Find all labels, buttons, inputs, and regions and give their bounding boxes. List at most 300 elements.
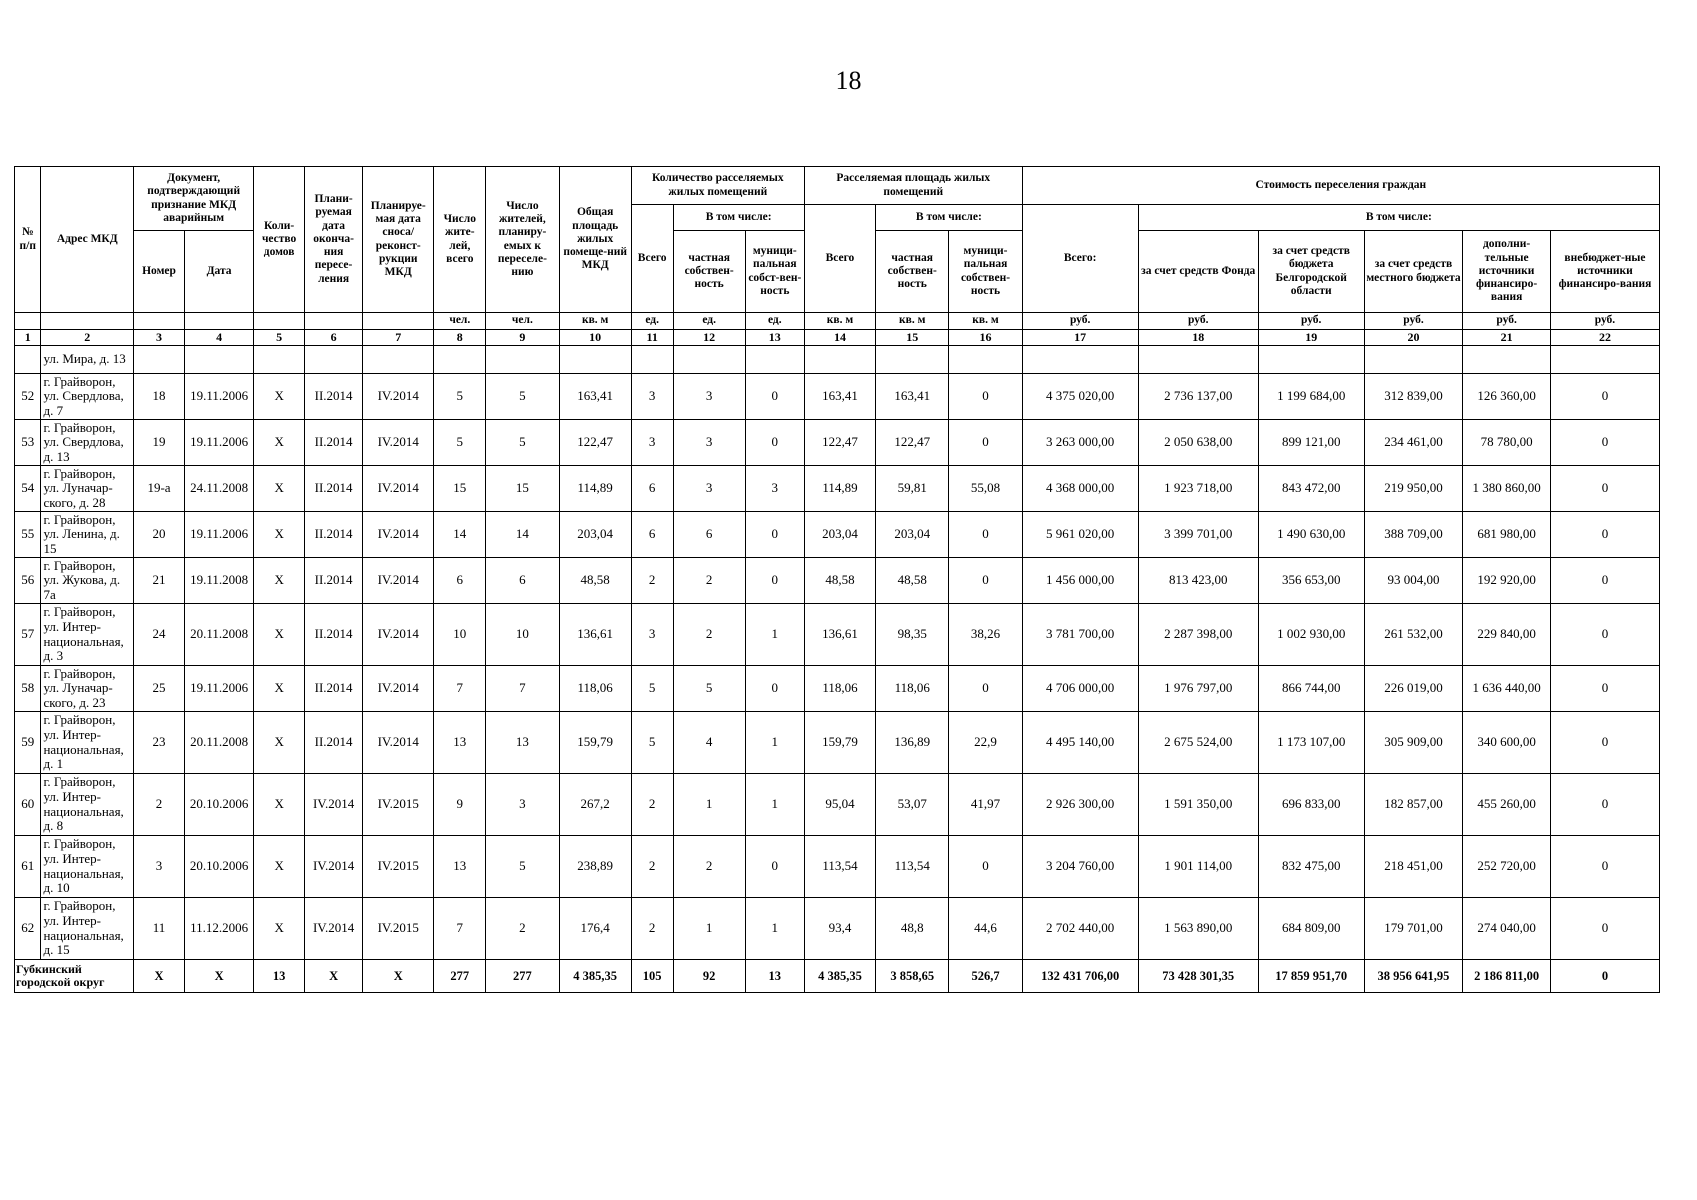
table-cell: 2	[673, 836, 745, 898]
table-cell: 2 050 638,00	[1138, 420, 1258, 466]
table-cell: 179 701,00	[1364, 898, 1463, 960]
table-cell: IV.2015	[363, 836, 434, 898]
table-cell: 3	[631, 420, 673, 466]
row-number: 55	[15, 512, 41, 558]
header-document: Документ, подтверждающий признание МКД аварийным	[134, 167, 254, 231]
header-premises-total: Всего	[631, 205, 673, 313]
row-number: 59	[15, 712, 41, 774]
table-row	[15, 898, 1660, 960]
unit-cell: руб.	[1463, 313, 1551, 330]
table-cell: IV.2015	[363, 898, 434, 960]
table-cell: 1 199 684,00	[1258, 374, 1364, 420]
table-cell	[184, 346, 253, 374]
column-number-cell: 14	[804, 330, 875, 346]
table-row	[15, 512, 1660, 558]
table-cell: IV.2014	[363, 512, 434, 558]
table-cell: 3	[631, 604, 673, 666]
unit-cell: ед.	[673, 313, 745, 330]
table-cell: 1	[745, 604, 804, 666]
table-cell: 1 563 890,00	[1138, 898, 1258, 960]
table-cell: 3	[673, 420, 745, 466]
table-cell: 13	[486, 712, 559, 774]
table-cell: 11.12.2006	[184, 898, 253, 960]
table-cell: 3 781 700,00	[1022, 604, 1138, 666]
table-cell: 53,07	[876, 774, 949, 836]
table-cell: 4	[673, 712, 745, 774]
row-number: 58	[15, 666, 41, 712]
table-cell: 238,89	[559, 836, 631, 898]
address-cell: г. Грайворон, ул. Свердлова, д. 7	[41, 374, 134, 420]
address-cell: г. Грайворон, ул. Интер-национальная, д. 15	[41, 898, 134, 960]
table-cell: 48,8	[876, 898, 949, 960]
table-cell: 122,47	[559, 420, 631, 466]
table-cell: 126 360,00	[1463, 374, 1551, 420]
table-cell: 218 451,00	[1364, 836, 1463, 898]
column-number-cell: 21	[1463, 330, 1551, 346]
column-number-cell: 16	[949, 330, 1022, 346]
table-cell: 4 706 000,00	[1022, 666, 1138, 712]
table-cell: 20.11.2008	[184, 712, 253, 774]
header-area-incl: В том числе:	[876, 205, 1023, 231]
table-cell: IV.2014	[363, 604, 434, 666]
column-number-cell: 1	[15, 330, 41, 346]
header-doc-date: Дата	[184, 231, 253, 313]
total-cell: 132 431 706,00	[1022, 960, 1138, 993]
unit-cell: кв. м	[876, 313, 949, 330]
table-cell: 22,9	[949, 712, 1022, 774]
table-cell: II.2014	[305, 466, 363, 512]
table-cell: X	[254, 420, 305, 466]
table-cell: 136,61	[559, 604, 631, 666]
table-cell: X	[254, 774, 305, 836]
address-cell: г. Грайворон, ул. Интер-национальная, д. 3	[41, 604, 134, 666]
column-number-cell: 19	[1258, 330, 1364, 346]
table-cell: 122,47	[804, 420, 875, 466]
unit-cell: ед.	[631, 313, 673, 330]
column-number-cell: 6	[305, 330, 363, 346]
table-cell: 0	[949, 374, 1022, 420]
table-cell: 5	[434, 420, 486, 466]
total-cell: 92	[673, 960, 745, 993]
table-cell	[486, 346, 559, 374]
column-number-cell: 13	[745, 330, 804, 346]
table-cell: 15	[486, 466, 559, 512]
table-cell	[949, 346, 1022, 374]
table-cell: 0	[1550, 712, 1659, 774]
unit-cell	[363, 313, 434, 330]
table-cell: IV.2014	[363, 558, 434, 604]
table-cell: 832 475,00	[1258, 836, 1364, 898]
total-cell: 13	[745, 960, 804, 993]
table-cell: 136,89	[876, 712, 949, 774]
table-cell: 1 380 860,00	[1463, 466, 1551, 512]
unit-cell: руб.	[1364, 313, 1463, 330]
table-cell: II.2014	[305, 666, 363, 712]
address-cell: г. Грайворон, ул. Луначар-ского, д. 23	[41, 666, 134, 712]
table-cell: 14	[434, 512, 486, 558]
total-cell: 2 186 811,00	[1463, 960, 1551, 993]
table-cell: 252 720,00	[1463, 836, 1551, 898]
table-cell: 5	[434, 374, 486, 420]
header-planned-end: Плани-руемая дата оконча-ния пересе-ления	[305, 167, 363, 313]
row-number: 54	[15, 466, 41, 512]
table-cell: 25	[134, 666, 185, 712]
table-cell: II.2014	[305, 604, 363, 666]
header-cost-region: за счет средств бюджета Белгородской области	[1258, 231, 1364, 313]
table-cell: 182 857,00	[1364, 774, 1463, 836]
table-cell: 340 600,00	[1463, 712, 1551, 774]
table-cell: 93,4	[804, 898, 875, 960]
table-cell: 44,6	[949, 898, 1022, 960]
table-cell: 0	[745, 558, 804, 604]
table-cell: 0	[1550, 466, 1659, 512]
table-cell: X	[254, 666, 305, 712]
unit-cell: ед.	[745, 313, 804, 330]
column-number-cell: 10	[559, 330, 631, 346]
unit-cell	[305, 313, 363, 330]
table-cell: 6	[486, 558, 559, 604]
header-cost-local: за счет средств местного бюджета	[1364, 231, 1463, 313]
address-cell: г. Грайворон, ул. Свердлова, д. 13	[41, 420, 134, 466]
header-doc-number: Номер	[134, 231, 185, 313]
table-cell: 159,79	[559, 712, 631, 774]
table-row	[15, 712, 1660, 774]
table-cell: 2	[134, 774, 185, 836]
table-cell: 866 744,00	[1258, 666, 1364, 712]
header-total-area: Общая площадь жилых помеще-ний МКД	[559, 167, 631, 313]
table-cell: 20.10.2006	[184, 774, 253, 836]
table-cell: 14	[486, 512, 559, 558]
header-cost-offbudget: внебюджет-ные источники финансиро-вания	[1550, 231, 1659, 313]
table-cell: 18	[134, 374, 185, 420]
table-cell: 3 263 000,00	[1022, 420, 1138, 466]
table-cell: 41,97	[949, 774, 1022, 836]
table-cell: X	[254, 712, 305, 774]
table-cell: 203,04	[876, 512, 949, 558]
table-cell: 2	[673, 558, 745, 604]
table-cell: 0	[745, 836, 804, 898]
total-cell: X	[305, 960, 363, 993]
table-cell: 3	[673, 374, 745, 420]
header-cost-incl: В том числе:	[1138, 205, 1659, 231]
address-cell: г. Грайворон, ул. Интер-национальная, д. 8	[41, 774, 134, 836]
table-cell: 3 204 760,00	[1022, 836, 1138, 898]
table-cell: 6	[631, 466, 673, 512]
table-cell: 21	[134, 558, 185, 604]
column-number-cell: 4	[184, 330, 253, 346]
unit-cell: кв. м	[559, 313, 631, 330]
table-cell: 2	[631, 898, 673, 960]
table-cell: 48,58	[804, 558, 875, 604]
table-cell: 114,89	[804, 466, 875, 512]
table-cell: X	[254, 604, 305, 666]
unit-cell	[254, 313, 305, 330]
address-cell: г. Грайворон, ул. Жукова, д. 7а	[41, 558, 134, 604]
table-cell: 159,79	[804, 712, 875, 774]
table-cell: 267,2	[559, 774, 631, 836]
table-cell: 0	[1550, 604, 1659, 666]
address-cell: г. Грайворон, ул. Луначар-ского, д. 28	[41, 466, 134, 512]
table-cell	[1258, 346, 1364, 374]
table-cell: 3	[631, 374, 673, 420]
header-cost-group: Стоимость переселения граждан	[1022, 167, 1659, 205]
table-cell	[559, 346, 631, 374]
unit-cell: кв. м	[804, 313, 875, 330]
table-cell	[804, 346, 875, 374]
table-row	[15, 420, 1660, 466]
table-cell: 15	[434, 466, 486, 512]
table-cell: 113,54	[804, 836, 875, 898]
table-cell: IV.2014	[305, 898, 363, 960]
unit-cell	[41, 313, 134, 330]
column-number-cell: 5	[254, 330, 305, 346]
table-cell: 229 840,00	[1463, 604, 1551, 666]
table-cell: 388 709,00	[1364, 512, 1463, 558]
table-cell	[134, 346, 185, 374]
table-cell: 3	[134, 836, 185, 898]
table-cell: 113,54	[876, 836, 949, 898]
total-cell: 13	[254, 960, 305, 993]
table-cell: 1 173 107,00	[1258, 712, 1364, 774]
table-cell: 1 490 630,00	[1258, 512, 1364, 558]
table-cell: 163,41	[804, 374, 875, 420]
table-cell: 203,04	[559, 512, 631, 558]
header-area-total: Всего	[804, 205, 875, 313]
column-number-cell: 2	[41, 330, 134, 346]
table-cell: ул. Мира, д. 13	[41, 346, 134, 374]
row-number: 61	[15, 836, 41, 898]
total-cell: X	[363, 960, 434, 993]
row-number: 57	[15, 604, 41, 666]
table-cell: 813 423,00	[1138, 558, 1258, 604]
table-cell: 0	[1550, 666, 1659, 712]
row-number: 56	[15, 558, 41, 604]
header-cost-additional: дополни-тельные источники финансиро-вания	[1463, 231, 1551, 313]
continuation-row	[15, 346, 1660, 374]
table-cell: 684 809,00	[1258, 898, 1364, 960]
total-cell: 4 385,35	[559, 960, 631, 993]
header-planned-demolition: Планируе-мая дата сноса/ реконст-рукции МКД	[363, 167, 434, 313]
table-cell: 10	[486, 604, 559, 666]
table-row	[15, 374, 1660, 420]
table-cell: 0	[949, 512, 1022, 558]
table-cell: 2 287 398,00	[1138, 604, 1258, 666]
table-cell: 1	[673, 774, 745, 836]
table-cell: 0	[745, 512, 804, 558]
table-cell: 9	[434, 774, 486, 836]
table-cell: IV.2014	[305, 836, 363, 898]
table-cell	[1550, 346, 1659, 374]
table-cell: 3	[673, 466, 745, 512]
table-cell: 5 961 020,00	[1022, 512, 1138, 558]
table-cell: 122,47	[876, 420, 949, 466]
table-cell: 1 002 930,00	[1258, 604, 1364, 666]
header-area-private: частная собствен-ность	[876, 231, 949, 313]
table-cell: 7	[434, 898, 486, 960]
total-cell: X	[134, 960, 185, 993]
table-cell: 1 591 350,00	[1138, 774, 1258, 836]
table-cell: 455 260,00	[1463, 774, 1551, 836]
total-cell: 38 956 641,95	[1364, 960, 1463, 993]
table-cell: 48,58	[876, 558, 949, 604]
table-row	[15, 666, 1660, 712]
table-cell: 23	[134, 712, 185, 774]
table-cell: 6	[434, 558, 486, 604]
table-cell: IV.2014	[363, 420, 434, 466]
table-cell: 78 780,00	[1463, 420, 1551, 466]
table-cell: 4 495 140,00	[1022, 712, 1138, 774]
table-cell: 163,41	[559, 374, 631, 420]
table-cell: 1 636 440,00	[1463, 666, 1551, 712]
table-cell: 2	[631, 558, 673, 604]
column-number-cell: 15	[876, 330, 949, 346]
table-cell: 10	[434, 604, 486, 666]
table-body	[15, 346, 1660, 993]
column-number-cell: 7	[363, 330, 434, 346]
table-cell: 4 368 000,00	[1022, 466, 1138, 512]
row-number: 60	[15, 774, 41, 836]
table-cell: 6	[631, 512, 673, 558]
table-cell: X	[254, 466, 305, 512]
table-cell	[673, 346, 745, 374]
table-cell: 0	[1550, 420, 1659, 466]
table-cell: 0	[1550, 836, 1659, 898]
table-cell: II.2014	[305, 374, 363, 420]
table-cell: 2	[673, 604, 745, 666]
table-cell: 118,06	[559, 666, 631, 712]
table-cell: 3	[486, 774, 559, 836]
table-row	[15, 836, 1660, 898]
table-cell: 13	[434, 712, 486, 774]
table-cell	[305, 346, 363, 374]
table-cell: 38,26	[949, 604, 1022, 666]
table-cell	[254, 346, 305, 374]
column-number-cell: 3	[134, 330, 185, 346]
table-cell: 48,58	[559, 558, 631, 604]
table-cell: 7	[486, 666, 559, 712]
total-cell: 105	[631, 960, 673, 993]
table-cell: 219 950,00	[1364, 466, 1463, 512]
table-cell: 0	[745, 666, 804, 712]
total-cell: 277	[434, 960, 486, 993]
table-cell: 1 901 114,00	[1138, 836, 1258, 898]
table-cell	[745, 346, 804, 374]
address-cell: г. Грайворон, ул. Ленина, д. 15	[41, 512, 134, 558]
table-cell: 274 040,00	[1463, 898, 1551, 960]
table-cell: 1	[745, 774, 804, 836]
table-cell: 176,4	[559, 898, 631, 960]
header-premises-private: частная собствен-ность	[673, 231, 745, 313]
table-cell: 7	[434, 666, 486, 712]
table-cell: X	[254, 558, 305, 604]
column-number-row	[15, 330, 1660, 346]
total-cell: 277	[486, 960, 559, 993]
column-number-cell: 12	[673, 330, 745, 346]
table-cell: 192 920,00	[1463, 558, 1551, 604]
table-cell: 20	[134, 512, 185, 558]
header-no: № п/п	[15, 167, 41, 313]
column-number-cell: 18	[1138, 330, 1258, 346]
table-cell: 0	[949, 666, 1022, 712]
table-cell: 261 532,00	[1364, 604, 1463, 666]
table-cell: 356 653,00	[1258, 558, 1364, 604]
units-row	[15, 313, 1660, 330]
table-cell	[1022, 346, 1138, 374]
table-cell: 1	[745, 898, 804, 960]
column-number-cell: 9	[486, 330, 559, 346]
table-row	[15, 466, 1660, 512]
table-cell: 19.11.2006	[184, 512, 253, 558]
column-number-cell: 8	[434, 330, 486, 346]
table-cell: 305 909,00	[1364, 712, 1463, 774]
table-cell: 59,81	[876, 466, 949, 512]
header-address: Адрес МКД	[41, 167, 134, 313]
table-cell: IV.2014	[305, 774, 363, 836]
table-cell	[15, 346, 41, 374]
table-cell: 163,41	[876, 374, 949, 420]
table-cell: X	[254, 374, 305, 420]
table-cell: 696 833,00	[1258, 774, 1364, 836]
table-cell: 24.11.2008	[184, 466, 253, 512]
table-cell	[1138, 346, 1258, 374]
table-cell: II.2014	[305, 420, 363, 466]
table-cell: 114,89	[559, 466, 631, 512]
total-cell: 3 858,65	[876, 960, 949, 993]
table-cell: 0	[949, 558, 1022, 604]
table-cell: 20.10.2006	[184, 836, 253, 898]
header-premises-incl: В том числе:	[673, 205, 804, 231]
header-area-group: Расселяемая площадь жилых помещений	[804, 167, 1022, 205]
unit-cell: руб.	[1258, 313, 1364, 330]
table-cell	[434, 346, 486, 374]
row-number: 53	[15, 420, 41, 466]
table-cell: 5	[631, 666, 673, 712]
table-cell: 843 472,00	[1258, 466, 1364, 512]
table-cell: 93 004,00	[1364, 558, 1463, 604]
header-cost-fund: за счет средств Фонда	[1138, 231, 1258, 313]
table-cell: 899 121,00	[1258, 420, 1364, 466]
header-premises-group: Количество расселяемых жилых помещений	[631, 167, 804, 205]
table-cell: 6	[673, 512, 745, 558]
table-cell: 20.11.2008	[184, 604, 253, 666]
table-cell: 5	[486, 374, 559, 420]
unit-cell: руб.	[1550, 313, 1659, 330]
table-cell: 2 675 524,00	[1138, 712, 1258, 774]
address-cell: г. Грайворон, ул. Интер-национальная, д. 1	[41, 712, 134, 774]
table-cell: 11	[134, 898, 185, 960]
table-cell: II.2014	[305, 712, 363, 774]
table-cell: 0	[1550, 898, 1659, 960]
relocation-table-frame	[14, 166, 1660, 993]
table-cell: IV.2014	[363, 666, 434, 712]
relocation-table	[14, 166, 1660, 993]
table-cell: 5	[631, 712, 673, 774]
unit-cell: руб.	[1022, 313, 1138, 330]
row-number: 62	[15, 898, 41, 960]
table-cell: 98,35	[876, 604, 949, 666]
table-cell: 0	[745, 420, 804, 466]
table-cell: 203,04	[804, 512, 875, 558]
address-cell: г. Грайворон, ул. Интер-национальная, д. 10	[41, 836, 134, 898]
table-cell: 0	[1550, 558, 1659, 604]
table-cell: 0	[949, 836, 1022, 898]
column-number-cell: 11	[631, 330, 673, 346]
table-cell: 0	[1550, 774, 1659, 836]
table-cell: II.2014	[305, 512, 363, 558]
table-cell: 2 702 440,00	[1022, 898, 1138, 960]
total-cell: 17 859 951,70	[1258, 960, 1364, 993]
table-cell: 234 461,00	[1364, 420, 1463, 466]
